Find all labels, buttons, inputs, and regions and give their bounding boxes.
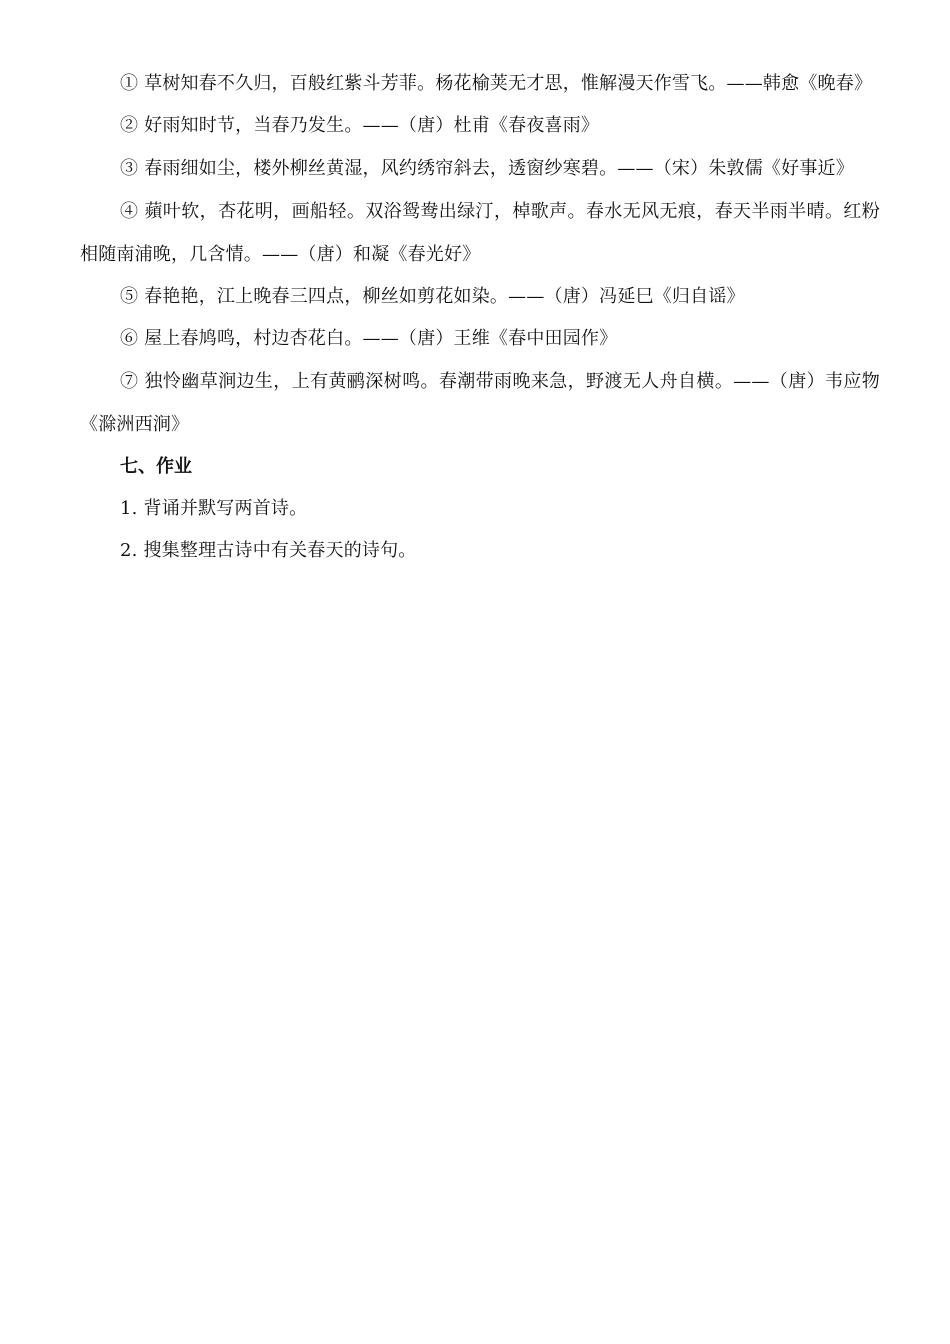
poem-quote-1: ① 草树知春不久归，百般红紫斗芳菲。杨花榆荚无才思，惟解漫天作雪飞。——韩愈《晚春》 bbox=[120, 73, 873, 94]
homework-item-2: 2. 搜集整理古诗中有关春天的诗句。 bbox=[120, 540, 417, 561]
poem-quote-2: ② 好雨知时节，当春乃发生。——（唐）杜甫《春夜喜雨》 bbox=[120, 115, 600, 136]
document-page bbox=[80, 62, 880, 572]
homework-item-1: 1. 背诵并默写两首诗。 bbox=[120, 498, 308, 519]
poem-quote-3: ③ 春雨细如尘，楼外柳丝黄湿，风约绣帘斜去，透窗纱寒碧。——（宋）朱敦儒《好事近》 bbox=[120, 158, 854, 179]
homework-heading: 七、作业 bbox=[120, 456, 192, 477]
poem-quote-6: ⑥ 屋上春鸠鸣，村边杏花白。——（唐）王维《春中田园作》 bbox=[120, 328, 618, 349]
poem-quote-7: ⑦ 独怜幽草涧边生，上有黄鹂深树鸣。春潮带雨晚来急，野渡无人舟自横。——（唐）韦应物《滁洲西涧》 bbox=[80, 371, 880, 435]
poem-quote-4: ④ 蘋叶软，杏花明，画船轻。双浴鸳鸯出绿汀，棹歌声。春水无风无痕，春天半雨半晴。红粉相随南浦晚，几含情。——（唐）和凝《春光好》 bbox=[80, 201, 880, 265]
poem-quote-5: ⑤ 春艳艳，江上晚春三四点，柳丝如剪花如染。——（唐）冯延巳《归自谣》 bbox=[120, 286, 745, 307]
